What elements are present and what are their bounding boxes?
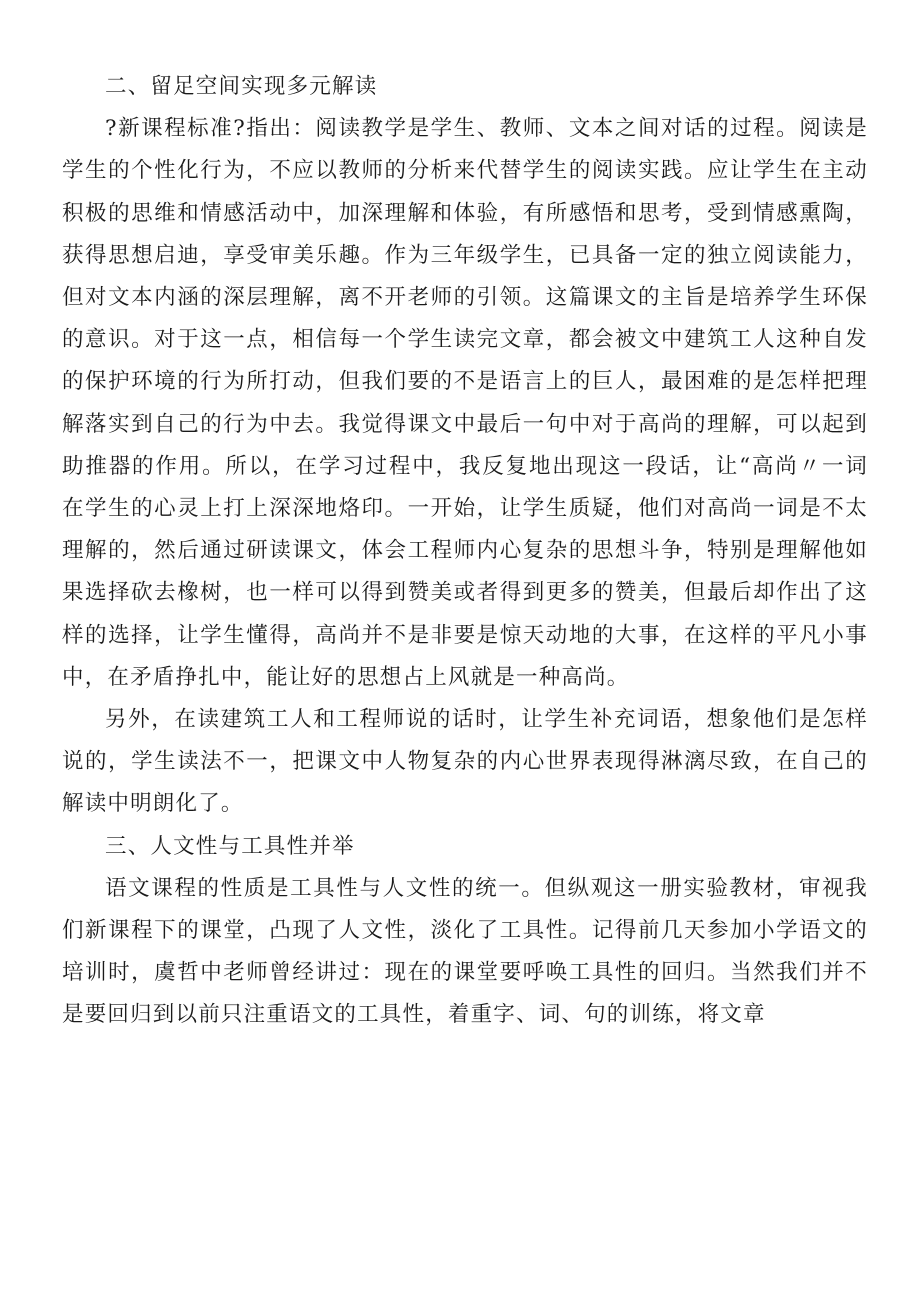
paragraph-reading-dialogue: 另外，在读建筑工人和工程师说的话时，让学生补充词语，想象他们是怎样说的，学生读法不一，把课文中人物复杂的内心世界表现得淋漓尽致，在自己的解读中明朗化了。 bbox=[62, 707, 868, 817]
paragraph-course-nature: 语文课程的性质是工具性与人文性的统一。但纵观这一册实验教材，审视我们新课程下的课堂，凸现了人文性，淡化了工具性。记得前几天参加小学语文的培训时，虞哲中老师曾经讲过：现在的课堂要呼唤工具性的回归。当然我们并不是要回归到以前只注重语文的工具性，着重字、词、句的训练，将文章 bbox=[62, 875, 868, 1028]
paragraph-reading-standard: ?新课程标准?指出：阅读教学是学生、教师、文本之间对话的过程。阅读是学生的个性化行为，不应以教师的分析来代替学生的阅读实践。应让学生在主动积极的思维和情感活动中，加深理解和体验，有所感悟和思考，受到情感熏陶，获得思想启迪，享受审美乐趣。作为三年级学生，已具备一定的独立阅读能力，但对文本内涵的深层理解，离不开老师的引领。这篇课文的主旨是培养学生环保的意识。对于这一点，相信每一个学生读完文章，都会被文中建筑工人这种自发的保护环境的行为所打动，但我们要的不是语言上的巨人，最困难的是怎样把理解落实到自己的行为中去。我觉得课文中最后一句中对于高尚的理解，可以起到助推器的作用。所以，在学习过程中，我反复地出现这一段话，让“高尚〃一词在学生的心灵上打上深深地烙印。一开始，让学生质疑，他们对高尚一词是不太理解的，然后通过研读课文，体会工程师内心复杂的思想斗争，特别是理解他如果选择砍去橡树，也一样可以得到赞美或者得到更多的赞美，但最后却作出了这样的选择，让学生懂得，高尚并不是非要是惊天动地的大事，在这样的平凡小事中，在矛盾挣扎中，能让好的思想占上风就是一种高尚。 bbox=[62, 116, 868, 690]
section-heading-2: 二、留足空间实现多元解读 bbox=[105, 74, 378, 99]
section-heading-3: 三、人文性与工具性并举 bbox=[105, 833, 355, 859]
document-page bbox=[62, 66, 868, 1037]
